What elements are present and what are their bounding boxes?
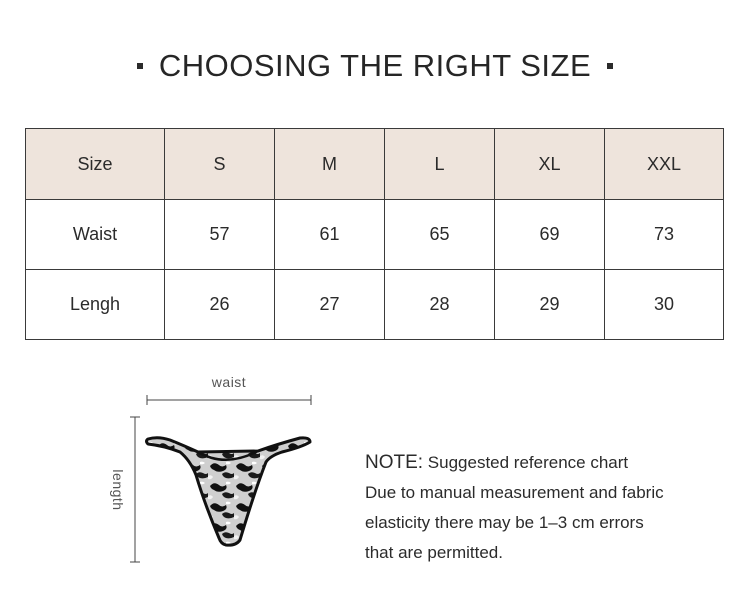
note-heading: NOTE: xyxy=(365,452,424,473)
header-cell-size: Size xyxy=(26,129,165,200)
table-header-row xyxy=(26,129,724,200)
note-line-3: elasticity there may be 1–3 cm errors xyxy=(365,513,644,532)
table-cell: 26 xyxy=(165,270,275,340)
title-row xyxy=(0,44,750,88)
note-line-2: Due to manual measurement and fabric xyxy=(365,483,664,502)
garment-diagram xyxy=(110,370,330,570)
length-measure-line xyxy=(130,417,140,562)
table-row-length xyxy=(26,270,724,340)
header-cell-s: S xyxy=(165,129,275,200)
table-cell: 57 xyxy=(165,200,275,270)
note-text-1: Suggested reference chart xyxy=(427,453,629,472)
table-cell: 73 xyxy=(605,200,724,270)
table-cell: 28 xyxy=(385,270,495,340)
table-cell: 65 xyxy=(385,200,495,270)
note-line-4: that are permitted. xyxy=(365,543,503,562)
table-row-waist xyxy=(26,200,724,270)
size-note xyxy=(365,448,735,568)
waist-measure-line xyxy=(147,395,311,405)
table-cell: 61 xyxy=(275,200,385,270)
size-chart-table xyxy=(25,128,724,340)
length-dimension-label: length xyxy=(110,469,126,511)
table-cell: 29 xyxy=(495,270,605,340)
header-cell-xl: XL xyxy=(495,129,605,200)
title-bullet-left xyxy=(137,63,143,69)
row-label-length: Lengh xyxy=(26,270,165,340)
table-cell: 27 xyxy=(275,270,385,340)
header-cell-l: L xyxy=(385,129,495,200)
table-cell: 69 xyxy=(495,200,605,270)
row-label-waist: Waist xyxy=(26,200,165,270)
table-cell: 30 xyxy=(605,270,724,340)
note-line-1 xyxy=(365,448,735,478)
page-title: CHOOSING THE RIGHT SIZE xyxy=(158,48,592,83)
header-cell-m: M xyxy=(275,129,385,200)
header-cell-xxl: XXL xyxy=(605,129,724,200)
title-bullet-right xyxy=(607,63,613,69)
waist-dimension-label: waist xyxy=(211,374,247,390)
thong-illustration xyxy=(147,438,311,545)
